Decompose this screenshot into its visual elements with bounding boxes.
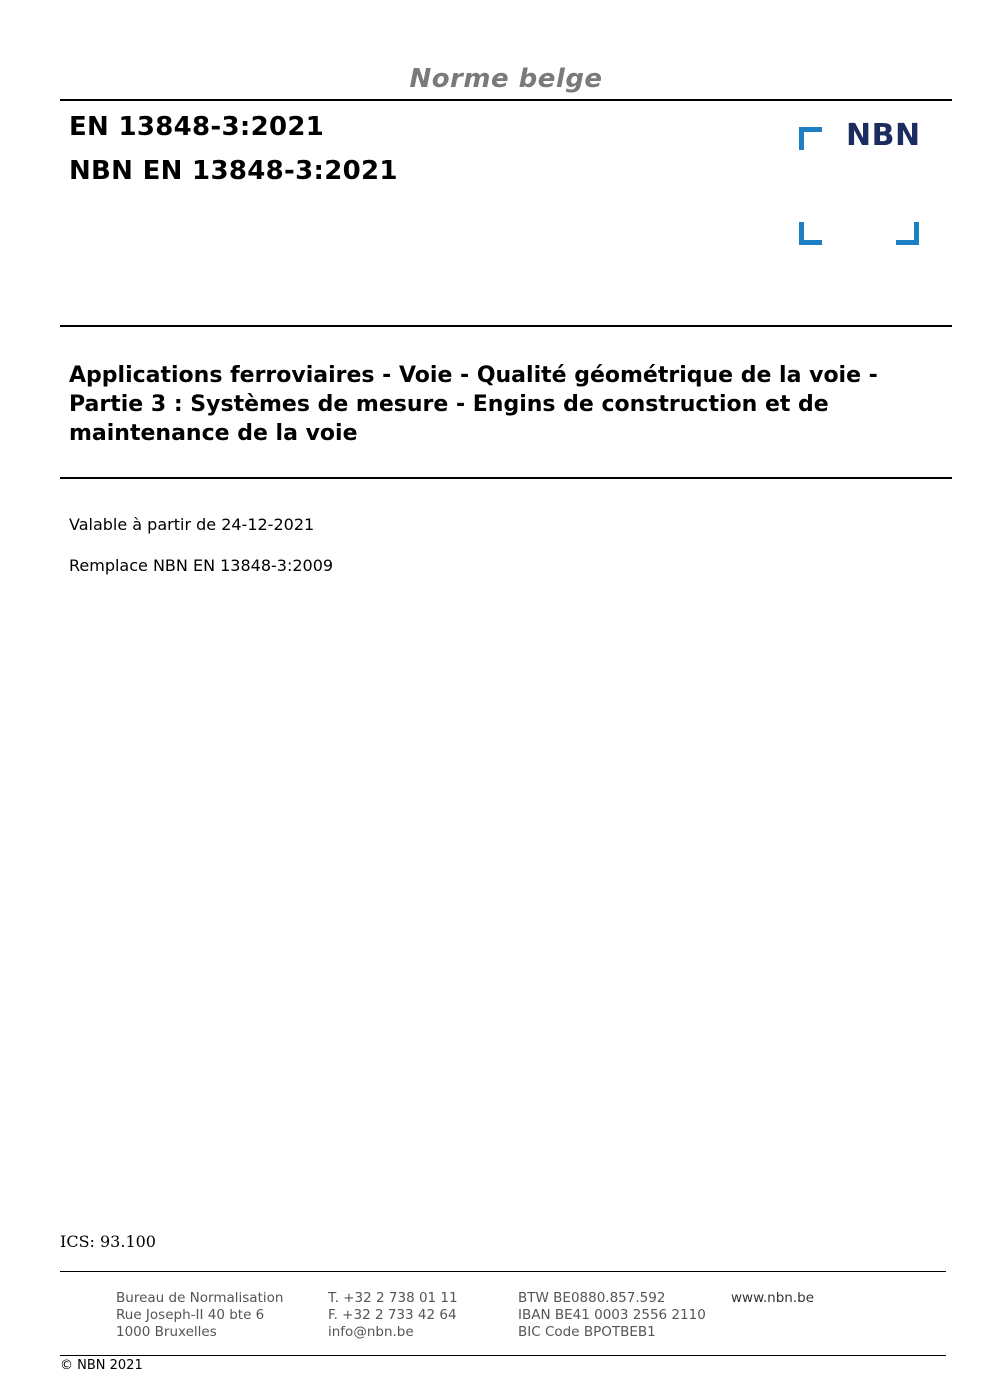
document-type-label: Norme belge xyxy=(409,64,603,94)
footer-address xyxy=(116,1290,283,1341)
footer-vat: BTW BE0880.857.592 xyxy=(518,1290,666,1306)
footer-bic: BIC Code BPOTBEB1 xyxy=(518,1324,656,1340)
footer-iban: IBAN BE41 0003 2556 2110 xyxy=(518,1307,706,1323)
footer-address-line: 1000 Bruxelles xyxy=(116,1324,217,1340)
logo-text: NBN xyxy=(846,118,921,153)
title-top-divider xyxy=(60,325,952,327)
replaces: Remplace NBN EN 13848-3:2009 xyxy=(69,556,334,575)
valid-from: Valable à partir de 24-12-2021 xyxy=(69,515,315,534)
footer-email[interactable]: info@nbn.be xyxy=(328,1324,414,1340)
title-line-2: Partie 3 : Systèmes de mesure - Engins de construction et de xyxy=(69,392,829,417)
logo-corner-top-left xyxy=(799,127,822,150)
footer-address-line: Bureau de Normalisation xyxy=(116,1290,284,1306)
title-bottom-divider xyxy=(60,477,952,479)
nbn-standard-number: NBN EN 13848-3:2021 xyxy=(69,156,398,186)
footer-phone: T. +32 2 738 01 11 xyxy=(328,1290,458,1306)
footer-contact xyxy=(328,1290,458,1341)
logo-corner-bottom-right xyxy=(896,222,919,245)
footer-website[interactable]: www.nbn.be xyxy=(731,1290,815,1306)
copyright: © NBN 2021 xyxy=(60,1358,143,1373)
title-line-3: maintenance de la voie xyxy=(69,421,358,446)
ics-code: ICS: 93.100 xyxy=(60,1232,156,1251)
document-title xyxy=(69,361,949,448)
top-divider xyxy=(60,99,952,101)
footer-address-line: Rue Joseph-II 40 bte 6 xyxy=(116,1307,265,1323)
footer-fax: F. +32 2 733 42 64 xyxy=(328,1307,457,1323)
footer-top-divider xyxy=(60,1271,946,1272)
en-standard-number: EN 13848-3:2021 xyxy=(69,112,325,142)
logo-corner-bottom-left xyxy=(799,222,822,245)
footer-bottom-divider xyxy=(60,1355,946,1356)
footer-bank xyxy=(518,1290,706,1341)
title-line-1: Applications ferroviaires - Voie - Qualité géométrique de la voie - xyxy=(69,363,878,388)
